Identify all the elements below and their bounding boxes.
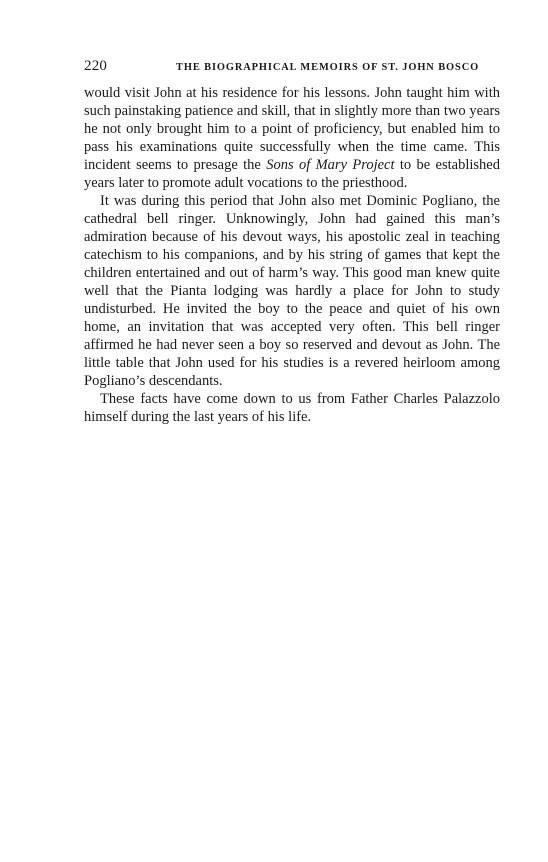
paragraph: These facts have come down to us from Father Charles Palazzolo himself during the last years of his life. [84,391,500,425]
book-page [84,58,500,426]
paragraph-text: would visit John at his residence for his lessons. John taught him with such painstaking patience and skill, that in slightly more than two years he not only brought him to a point of proficiency, but enabled him to pass his examinations quite successfully when the time came. This incident seems to presage the [84,85,500,173]
italic-title: Sons of Mary Project [266,157,395,173]
body-text [84,84,500,426]
running-title: THE BIOGRAPHICAL MEMOIRS OF ST. JOHN BOSCO [176,62,480,73]
paragraph-text: to be established years later to promote adult vocations to the priesthood. [84,157,500,191]
running-header [84,58,500,80]
paragraph-continued [84,84,500,192]
page-number: 220 [84,58,108,74]
paragraph: It was during this period that John also met Dominic Pogliano, the cathedral bell ringer. Unknowingly, John had gained this man’s admiration because of his devout ways, his apostolic zeal in teaching catechism to his companions, and by his string of games that kept the children entertained and out of harm’s way. This good man knew quite well that the Pianta lodging was hardly a place for John to study undisturbed. He invited the boy to the peace and quiet of his own home, an invitation that was accepted very often. This bell ringer affirmed he had never seen a boy so reserved and devout as John. The little table that John used for his studies is a revered heirloom among Pogliano’s descendants. [84,193,500,389]
